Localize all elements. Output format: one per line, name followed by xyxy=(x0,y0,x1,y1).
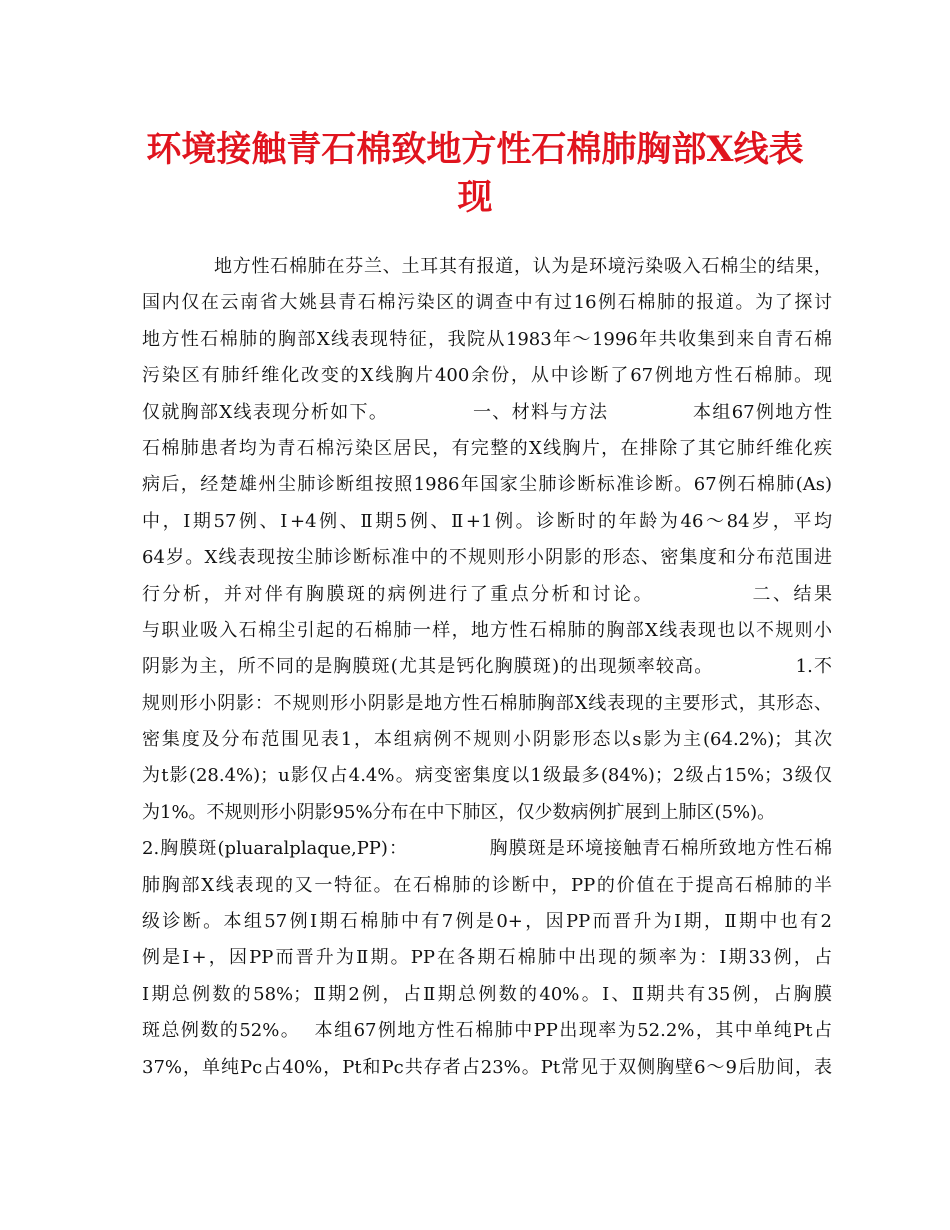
text-line: 规则形小阴影：不规则形小阴影是地方性石棉肺胸部X线表现的主要形式，其形态、 xyxy=(142,692,832,714)
text-line: 地方性石棉肺在芬兰、土耳其有报道，认为是环境污染吸入石棉尘的结果， xyxy=(214,256,832,277)
text-line: 国内仅在云南省大姚县青石棉污染区的调查中有过16例石棉肺的报道。为了探讨 xyxy=(142,292,832,314)
text-line: 密集度及分布范围见表1，本组病例不规则小阴影形态以s影为主(64.2%)；其次 xyxy=(142,729,832,751)
text-line: 37%，单纯Pc占40%，Pt和Pc共存者占23%。Pt常见于双侧胸壁6～9后肋间，表 xyxy=(142,1056,832,1078)
text-line: 病后，经楚雄州尘肺诊断组按照1986年国家尘肺诊断标准诊断。67例石棉肺(As) xyxy=(142,474,832,496)
text-line: 仅就胸部X线表现分析如下。 一、材料与方法 本组67例地方性 xyxy=(142,401,832,423)
text-line: 级诊断。本组57例Ⅰ期石棉肺中有7例是0+，因PP而晋升为Ⅰ期，Ⅱ期中也有2 xyxy=(142,911,832,933)
body-text xyxy=(142,249,832,1086)
text-line: 2.胸膜斑(pluaralplaque,PP)： 胸膜斑是环境接触青石棉所致地方性石棉 xyxy=(142,838,832,860)
text-line: 污染区有肺纤维化改变的X线胸片400余份，从中诊断了67例地方性石棉肺。现 xyxy=(142,365,832,387)
document-title xyxy=(100,126,850,222)
text-line: 例是Ⅰ+，因PP而晋升为Ⅱ期。PP在各期石棉肺中出现的频率为：Ⅰ期33例，占 xyxy=(142,947,832,969)
text-line: 斑总例数的52%。 本组67例地方性石棉肺中PP出现率为52.2%，其中单纯Pt占 xyxy=(142,1020,832,1042)
text-line: 地方性石棉肺的胸部X线表现特征，我院从1983年～1996年共收集到来自青石棉 xyxy=(142,328,832,350)
text-line: 阴影为主，所不同的是胸膜斑(尤其是钙化胸膜斑)的出现频率较高。 1.不 xyxy=(142,656,832,678)
text-line: Ⅰ期总例数的58%；Ⅱ期2例，占Ⅱ期总例数的40%。Ⅰ、Ⅱ期共有35例，占胸膜 xyxy=(142,983,832,1005)
text-line: 为t影(28.4%)；u影仅占4.4%。病变密集度以1级最多(84%)；2级占15%；3级仅 xyxy=(142,765,832,787)
text-line: 与职业吸入石棉尘引起的石棉肺一样，地方性石棉肺的胸部X线表现也以不规则小 xyxy=(142,619,832,641)
text-line: 肺胸部X线表现的又一特征。在石棉肺的诊断中，PP的价值在于提高石棉肺的半 xyxy=(142,874,832,896)
title-line-1: 环境接触青石棉致地方性石棉肺胸部X线表 xyxy=(146,129,804,170)
title-line-2: 现 xyxy=(457,177,493,218)
text-line: 行分析，并对伴有胸膜斑的病例进行了重点分析和讨论。 二、结果 xyxy=(142,583,832,605)
text-line: 石棉肺患者均为青石棉污染区居民，有完整的X线胸片，在排除了其它肺纤维化疾 xyxy=(142,437,832,459)
text-line: 64岁。X线表现按尘肺诊断标准中的不规则形小阴影的形态、密集度和分布范围进 xyxy=(142,547,832,569)
text-line: 中，Ⅰ期57例、Ⅰ+4例、Ⅱ期5例、Ⅱ+1例。诊断时的年龄为46～84岁，平均 xyxy=(142,510,832,532)
text-line: 为1%。不规则形小阴影95%分布在中下肺区，仅少数病例扩展到上肺区(5%)。 xyxy=(142,801,776,823)
